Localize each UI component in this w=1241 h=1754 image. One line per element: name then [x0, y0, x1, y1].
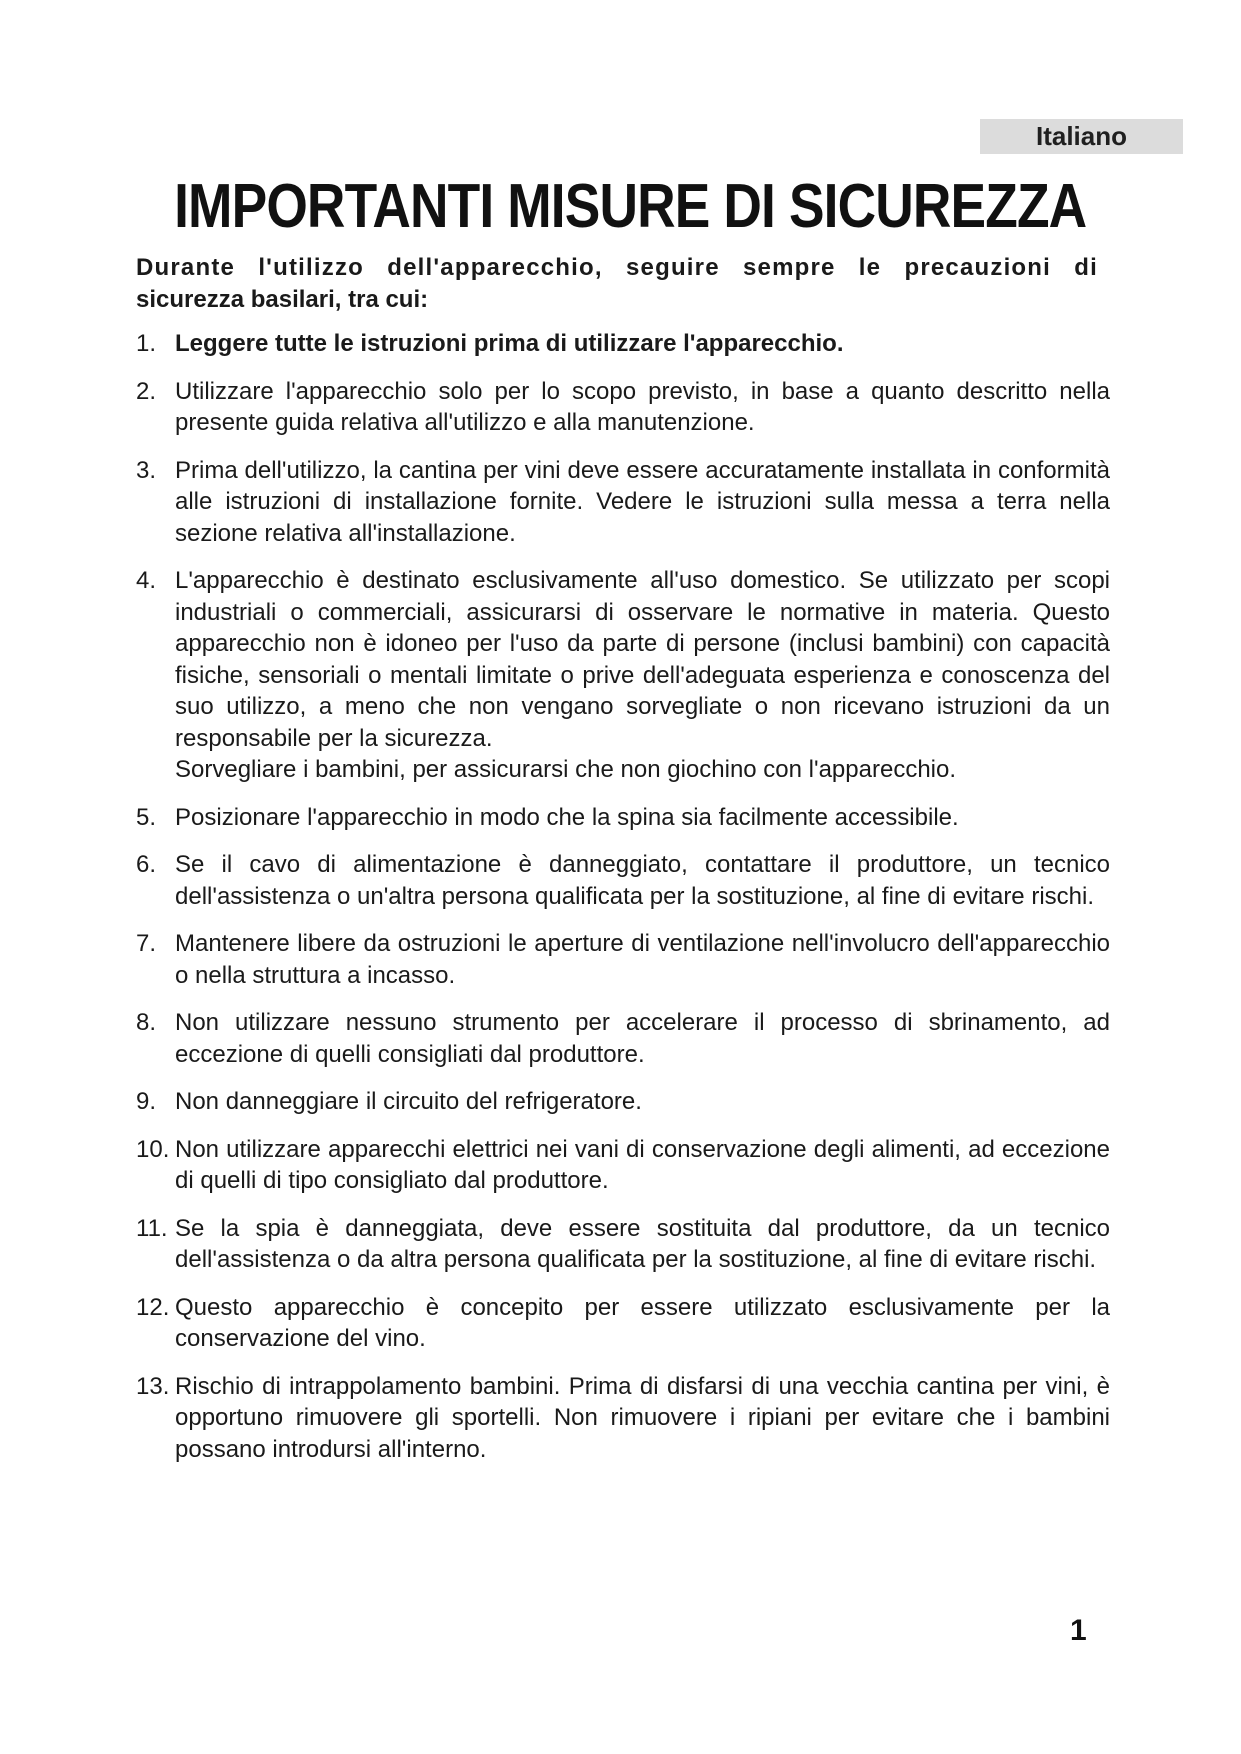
- item-number: 5.: [136, 803, 157, 831]
- item-extra-text: Sorvegliare i bambini, per assicurarsi che non giochino con l'apparecchio.: [175, 756, 957, 783]
- intro-paragraph: [136, 252, 1098, 316]
- item-number: 4.: [136, 567, 157, 594]
- item-number: 12.: [136, 1293, 170, 1321]
- item-number: 7.: [136, 930, 157, 957]
- item-number: 3.: [136, 456, 157, 484]
- item-text: Non utilizzare apparecchi elettrici nei vani di conservazione degli alimenti, ad eccezione di quelli di tipo consigliato dal produttore.: [175, 1135, 1110, 1194]
- item-text: Non utilizzare nessuno strumento per accelerare il processo di sbrinamento, ad eccezione di quelli consigliati dal produttore.: [175, 1009, 1110, 1068]
- item-text: Prima dell'utilizzo, la cantina per vini deve essere accuratamente installata in conformità alle istruzioni di installazione fornite. Vedere le istruzioni sulla messa a terra nella sezione relativa all'installazione.: [175, 456, 1110, 547]
- item-text: Questo apparecchio è concepito per essere utilizzato esclusivamente per la conservazione del vino.: [175, 1293, 1110, 1352]
- list-item-1: [136, 328, 1110, 360]
- item-text: Posizionare l'apparecchio in modo che la spina sia facilmente accessibile.: [175, 803, 959, 831]
- item-number: 10.: [136, 1135, 170, 1163]
- list-item-9: [136, 1086, 1110, 1118]
- list-item-5: [136, 802, 1110, 834]
- item-text: Non danneggiare il circuito del refrigeratore.: [175, 1088, 642, 1115]
- page-title: IMPORTANTI MISURE DI SICUREZZA: [174, 172, 1087, 241]
- item-number: 6.: [136, 851, 157, 878]
- list-item-10: [136, 1134, 1110, 1197]
- intro-line-1: Durante l'utilizzo dell'apparecchio, seguire sempre le precauzioni di: [136, 254, 1098, 281]
- language-label: Italiano: [980, 119, 1183, 154]
- list-item-13: [136, 1371, 1110, 1466]
- item-text: Se il cavo di alimentazione è danneggiato, contattare il produttore, un tecnico dell'assistenza o un'altra persona qualificata per la sostituzione, al fine di evitare rischi.: [175, 851, 1110, 910]
- list-item-4: [136, 565, 1110, 786]
- safety-instructions-list: [136, 328, 1110, 1481]
- list-item-12: [136, 1292, 1110, 1355]
- item-text: L'apparecchio è destinato esclusivamente all'uso domestico. Se utilizzato per scopi industriali o commerciali, assicurarsi di osservare le normative in materia. Questo apparecchio non è idoneo per l'uso da parte di persone (inclusi bambini) con capacità fisiche, sensoriali o mentali limitate o prive dell'adeguata esperienza e conoscenza del suo utilizzo, a meno che non vengano sorvegliate o non ricevano istruzioni da un responsabile per la sicurezza.: [175, 567, 1110, 752]
- item-text: Mantenere libere da ostruzioni le aperture di ventilazione nell'involucro dell'apparecchio o nella struttura a incasso.: [175, 930, 1110, 989]
- item-text: Utilizzare l'apparecchio solo per lo scopo previsto, in base a quanto descritto nella presente guida relativa all'utilizzo e alla manutenzione.: [175, 377, 1110, 436]
- item-text: Rischio di intrappolamento bambini. Prima di disfarsi di una vecchia cantina per vini, è opportuno rimuovere gli sportelli. Non rimuovere i ripiani per evitare che i bambini possano introdursi all'interno.: [175, 1372, 1110, 1463]
- intro-line-2: sicurezza basilari, tra cui:: [136, 286, 429, 313]
- page-number: 1: [1070, 1614, 1087, 1647]
- item-number: 9.: [136, 1088, 157, 1115]
- list-item-7: [136, 928, 1110, 991]
- list-item-6: [136, 849, 1110, 912]
- item-number: 2.: [136, 377, 157, 405]
- item-number: 11.: [136, 1214, 168, 1242]
- item-text: Se la spia è danneggiata, deve essere sostituita dal produttore, da un tecnico dell'assistenza o da altra persona qualificata per la sostituzione, al fine di evitare rischi.: [175, 1214, 1110, 1273]
- item-text: Leggere tutte le istruzioni prima di utilizzare l'apparecchio.: [175, 330, 844, 357]
- list-item-11: [136, 1213, 1110, 1276]
- item-number: 1.: [136, 330, 157, 357]
- list-item-2: [136, 376, 1110, 439]
- list-item-3: [136, 455, 1110, 550]
- item-number: 13.: [136, 1372, 170, 1400]
- item-number: 8.: [136, 1009, 157, 1036]
- list-item-8: [136, 1007, 1110, 1070]
